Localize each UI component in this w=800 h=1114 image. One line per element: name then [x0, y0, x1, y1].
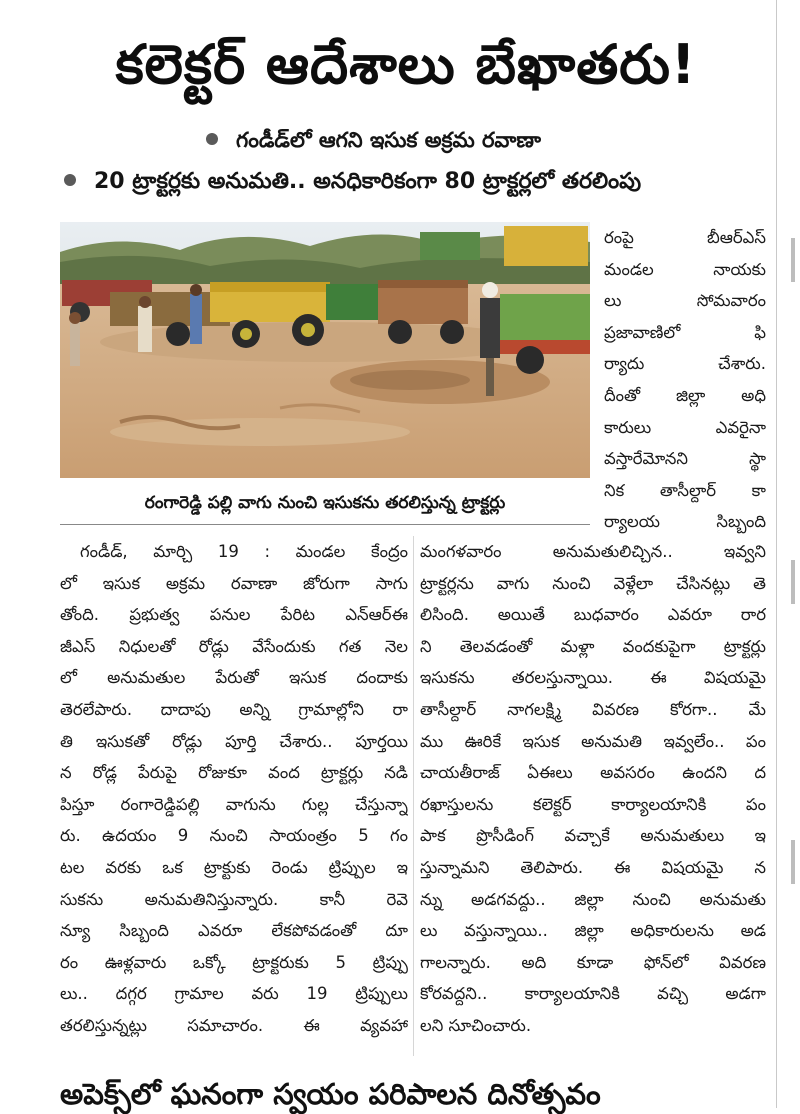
article-headline: కలెక్టర్ ఆదేశాలు బేఖాతరు!	[115, 33, 697, 96]
text-line: లు వస్తున్నాయి.. జిల్లా అధికారులను అడ	[420, 921, 766, 941]
edge-mark	[791, 238, 795, 282]
next-article-headline: అపెక్స్‌లో ఘనంగా స్వయం పరిపాలన దినోత్సవం	[60, 1077, 601, 1111]
text-line: వస్తారేమోనని స్థా	[604, 449, 766, 469]
text-line: రు. ఉదయం 9 నుంచి సాయంత్రం 5 గం	[60, 826, 408, 846]
bullet-icon	[64, 174, 76, 186]
edge-mark	[791, 840, 795, 884]
text-line: గాలన్నారు. అది కూడా ఫోన్‌లో వివరణ	[420, 952, 766, 972]
bullet-icon	[206, 133, 218, 145]
text-line: చాయతీరాజ్ ఏఈలు అవసరం ఉందని ద	[420, 763, 766, 783]
text-line: లు.. దగ్గర గ్రామాల వరు 19 ట్రిప్పులు	[60, 984, 408, 1004]
text-line: ర్యాదు చేశారు.	[604, 354, 766, 374]
text-line: తి ఇసుకతో రోడ్లు పూర్తి చేశారు.. పూర్తయి	[60, 731, 408, 751]
text-line: లని సూచించారు.	[420, 1015, 532, 1035]
text-line: మంగళవారం అనుమతులిచ్చిన.. ఇవ్వని	[420, 542, 766, 561]
text-line: లో ఇసుక అక్రమ రవాణా జోరుగా సాగు	[60, 573, 408, 593]
photo-caption: రంగారెడ్డి పల్లి వాగు నుంచి ఇసుకను తరలిస్తున్న ట్రాక్టర్లు	[144, 493, 506, 513]
text-line: న రోడ్ల పేరుపై రోజుకూ వంద ట్రాక్టర్లు నడి	[60, 763, 408, 783]
text-line: ట్రాక్టర్లను వాగు నుంచి వెళ్లేలా చేసినట్లు తె	[420, 573, 766, 593]
subhead-1	[206, 122, 541, 158]
text-line: తెరలేపారు. దాదాపు అన్ని గ్రామాల్లోని రా	[60, 699, 408, 719]
right-column	[420, 536, 766, 1042]
text-line: రఖాస్తులను కలెక్టర్ కార్యాలయానికి పం	[420, 794, 766, 814]
side-column	[604, 222, 766, 538]
text-line: రం ఊళ్లవారు ఒక్కో ట్రాక్టరుకు 5 ట్రిప్పు	[60, 952, 408, 972]
subhead-2-text: 20 ట్రాక్టర్లకు అనుమతి.. అనధికారికంగా 80 ట్రాక్టర్లలో తరలింపు	[94, 169, 642, 194]
text-line: నిక తాసీల్దార్ కా	[604, 480, 766, 500]
text-line: తరలిస్తున్నట్లు సమాచారం. ఈ వ్యవహా	[60, 1015, 408, 1035]
text-line: స్తున్నామని తెలిపారు. ఈ విషయమై న	[420, 857, 766, 877]
text-line: ము ఊరికే ఇసుక అనుమతి ఇవ్వలేం.. పం	[420, 731, 766, 751]
text-line: ఇసుకను తరలస్తున్నాయి. ఈ విషయమై	[420, 668, 766, 688]
text-line: పిస్తూ రంగారెడ్డిపల్లి వాగును గుల్ల చేస్తున్నా	[60, 794, 408, 814]
text-line: పాక ప్రొసీడింగ్ వచ్చాకే అనుమతులు ఇ	[420, 826, 766, 846]
text-line: గండీడ్, మార్చి 19 : మండల కేంద్రం	[80, 542, 408, 561]
text-line: తోంది. ప్రభుత్వ పనుల పేరిట ఎన్ఆర్ఈ	[60, 605, 408, 625]
text-line: సుకను అనుమతినిస్తున్నారు. కానీ రెవె	[60, 889, 408, 909]
subhead-1-text: గండీడ్‌లో ఆగని ఇసుక అక్రమ రవాణా	[236, 128, 541, 152]
tractors-sand-photo	[60, 222, 590, 478]
text-line: కోరవద్దని.. కార్యాలయానికి వచ్చి అడగా	[420, 984, 766, 1004]
left-column	[60, 536, 408, 1042]
text-line: న్యూ సిబ్బంది ఎవరూ లేకపోవడంతో దూ	[60, 921, 408, 941]
text-line: మండల నాయకు	[604, 259, 766, 279]
caption-rule	[60, 524, 590, 525]
text-line: దీంతో జిల్లా అధి	[604, 385, 766, 405]
text-line: టల వరకు ఒక ట్రాక్టుకు రెండు ట్రిప్పుల ఇ	[60, 857, 408, 877]
text-line: రంపై బీఆర్ఎస్	[604, 228, 766, 247]
text-line: తాసీల్దార్ నాగలక్ష్మి వివరణ కోరగా.. మే	[420, 699, 766, 719]
text-line: న్ను అడగవద్దు.. జిల్లా నుంచి అనుమతు	[420, 889, 766, 909]
text-line: ప్రజావాణిలో ఫి	[604, 322, 766, 342]
text-line: లు సోమవారం	[604, 291, 766, 311]
column-divider	[413, 536, 414, 1056]
subhead-2	[64, 164, 641, 200]
page-edge-rule	[776, 0, 777, 1108]
text-line: ని తెలవడంతో మళ్లా వందకుపైగా ట్రాక్టర్లు	[420, 636, 766, 656]
text-line: లో అనుమతుల పేరుతో ఇసుక దందాకు	[60, 668, 408, 688]
text-line: జీఎస్ నిధులతో రోడ్లు వేసేందుకు గత నెల	[60, 636, 408, 656]
text-line: కారులు ఎవరైనా	[604, 417, 766, 437]
text-line: ర్యాలయ సిబ్బంది	[604, 512, 766, 532]
news-photo	[60, 222, 590, 478]
edge-mark	[791, 560, 795, 604]
text-line: లిసింది. అయితే బుధవారం ఎవరూ రార	[420, 605, 766, 625]
